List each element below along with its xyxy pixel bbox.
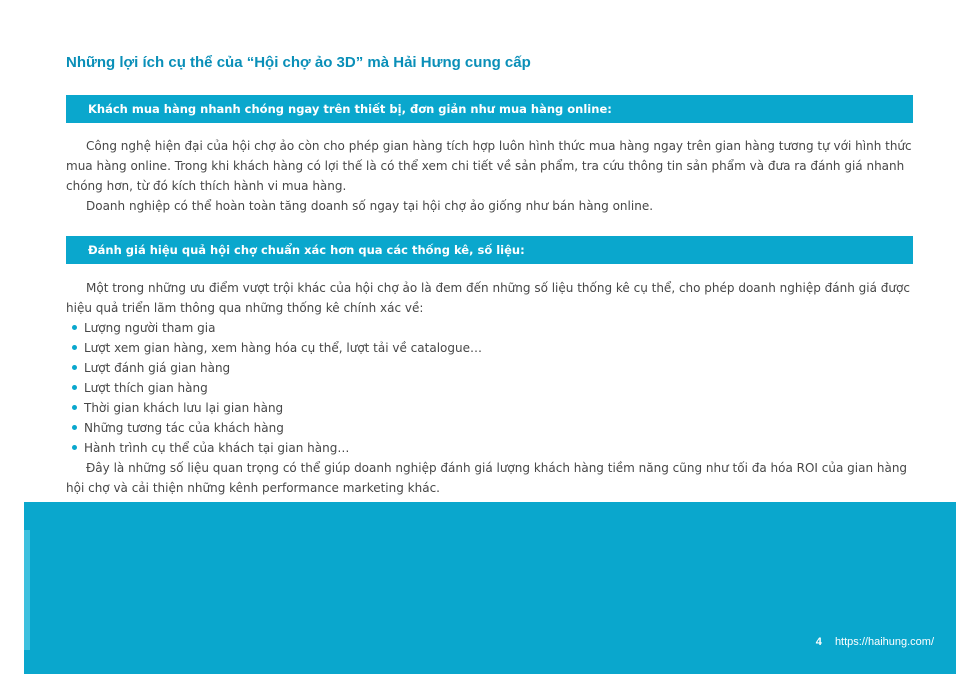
section-1-paragraph-2 bbox=[66, 196, 923, 216]
section-1-paragraph-2-text: Doanh nghiệp có thể hoàn toàn tăng doanh số ngay tại hội chợ ảo giống như bán hàng online. bbox=[86, 199, 654, 213]
page-number: 4 bbox=[815, 636, 822, 648]
bullet-dot-icon bbox=[72, 445, 77, 450]
bullet-dot-icon bbox=[72, 425, 77, 430]
page-title: Những lợi ích cụ thể của “Hội chợ ảo 3D” mà Hải Hưng cung cấp bbox=[66, 54, 531, 71]
list-item bbox=[72, 378, 482, 398]
bullet-dot-icon bbox=[72, 345, 77, 350]
footer-url-link[interactable]: https://haihung.com/ bbox=[834, 636, 934, 648]
list-item-text: Hành trình cụ thể của khách tại gian hàng… bbox=[84, 441, 350, 455]
section-2-intro-text: Một trong những ưu điểm vượt trội khác của hội chợ ảo là đem đến những số liệu thống kê cụ thể, cho phép doanh nghiệp đánh giá được hiệu quả triển lãm thông qua những thống kê chính xác về: bbox=[66, 281, 910, 315]
section-2-closing-text: Đây là những số liệu quan trọng có thể giúp doanh nghiệp đánh giá lượng khách hàng tiềm năng cũng như tối đa hóa ROI của gian hàng hội chợ và cải thiện những kênh performance marketing khác. bbox=[66, 461, 908, 495]
list-item bbox=[72, 338, 482, 358]
list-item-text: Lượt xem gian hàng, xem hàng hóa cụ thể, lượt tải về catalogue… bbox=[84, 341, 482, 355]
footer-info bbox=[816, 636, 934, 648]
section-heading-online-purchase: Khách mua hàng nhanh chóng ngay trên thiết bị, đơn giản như mua hàng online: bbox=[66, 95, 913, 123]
list-item-text: Những tương tác của khách hàng bbox=[84, 421, 284, 435]
list-item-text: Lượng người tham gia bbox=[84, 321, 216, 335]
bullet-dot-icon bbox=[72, 365, 77, 370]
bullet-dot-icon bbox=[72, 325, 77, 330]
list-item-text: Thời gian khách lưu lại gian hàng bbox=[84, 401, 284, 415]
list-item bbox=[72, 318, 482, 338]
list-item bbox=[72, 358, 482, 378]
bullet-dot-icon bbox=[72, 405, 77, 410]
bullet-dot-icon bbox=[72, 385, 77, 390]
list-item-text: Lượt đánh giá gian hàng bbox=[84, 361, 231, 375]
section-2-intro bbox=[66, 278, 923, 318]
list-item bbox=[72, 418, 482, 438]
list-item bbox=[72, 398, 482, 418]
section-1-paragraph-1-text: Công nghệ hiện đại của hội chợ ảo còn cho phép gian hàng tích hợp luôn hình thức mua hàng ngay trên gian hàng tương tự với hình thức mua hàng online. Trong khi khách hàng có lợi thế là có thể xem chi tiết về sản phẩm, tra cứu thông tin sản phẩm và đưa ra đánh giá nhanh chóng hơn, từ đó kích thích hành vi mua hàng. bbox=[66, 139, 912, 193]
list-item-text: Lượt thích gian hàng bbox=[84, 381, 208, 395]
footer-edge-accent bbox=[24, 530, 30, 650]
footer-band bbox=[24, 502, 956, 674]
section-1-paragraph-1 bbox=[66, 136, 923, 196]
section-2-closing bbox=[66, 458, 923, 498]
statistics-bullet-list bbox=[72, 318, 482, 458]
list-item bbox=[72, 438, 482, 458]
section-heading-statistics: Đánh giá hiệu quả hội chợ chuẩn xác hơn qua các thống kê, số liệu: bbox=[66, 236, 913, 264]
